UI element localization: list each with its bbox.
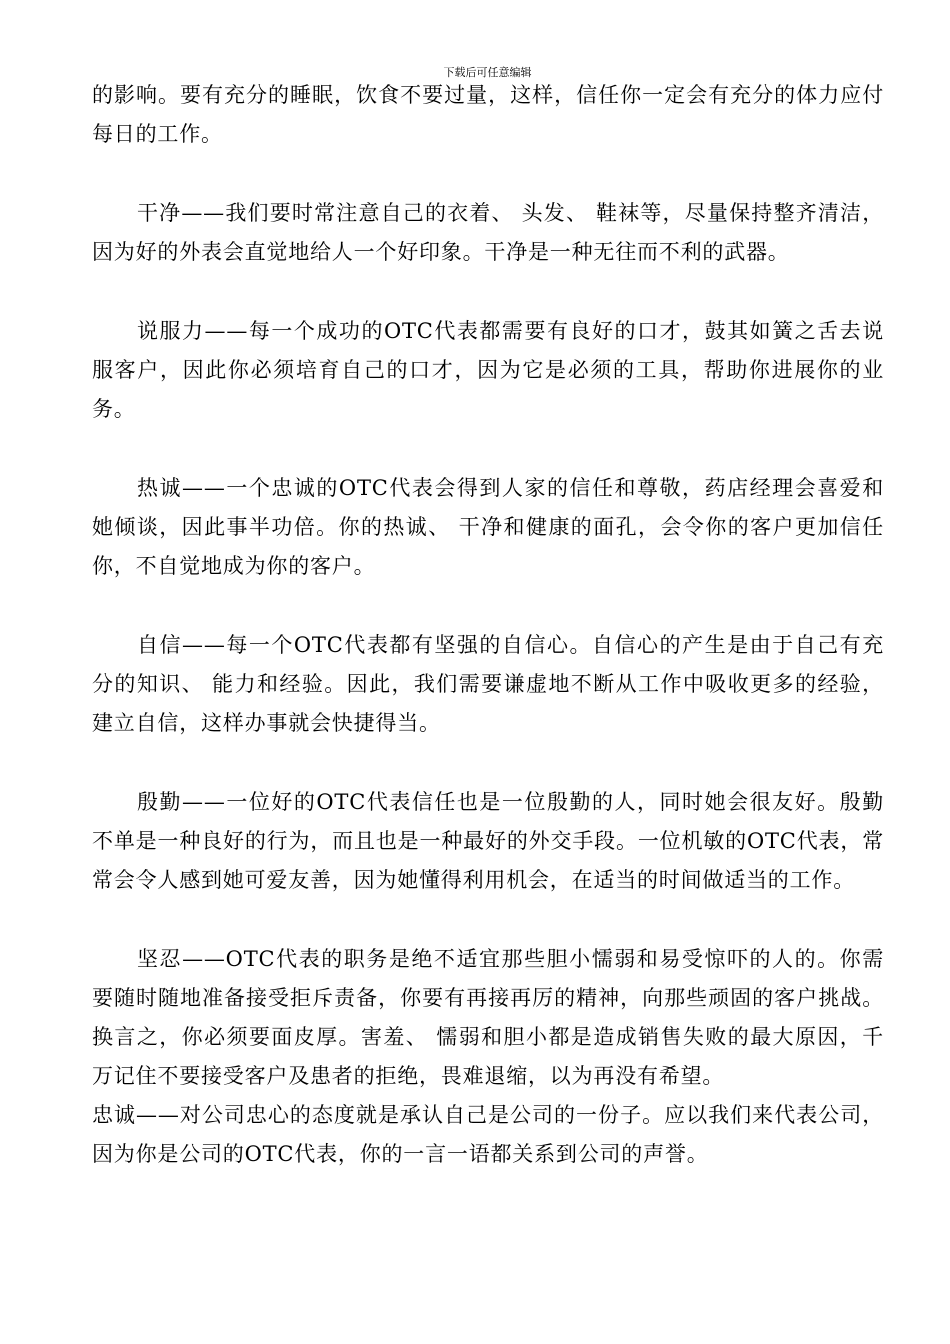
paragraph-cleanliness: 干净——我们要时常注意自己的衣着、 头发、 鞋袜等，尽量保持整齐清洁，因为好的外表会直觉地给人一个好印象。干净是一种无往而不利的武器。 — [92, 201, 884, 264]
page-header: 下载后可任意编辑 — [443, 66, 532, 79]
paragraph-perseverance: 坚忍——OTC代表的职务是绝不适宜那些胆小懦弱和易受惊吓的人的。你需要随时随地准备接受拒斥责备，你要有再接再厉的精神，向那些顽固的客户挑战。换言之，你必须要面皮厚。害羞、 懦弱和胆小都是造成销售失败的最大原因，千万记住不要接受客户及患者的拒绝，畏难退缩，以为再没有希望。 — [92, 947, 884, 1088]
paragraph-enthusiasm: 热诚——一个忠诚的OTC代表会得到人家的信任和尊敬，药店经理会喜爱和她倾谈，因此事半功倍。你的热诚、 干净和健康的面孔，会令你的客户更加信任你，不自觉地成为你的客户。 — [92, 476, 884, 578]
paragraph-persuasion: 说服力——每一个成功的OTC代表都需要有良好的口才，鼓其如簧之舌去说服客户，因此你必须培育自己的口才，因为它是必须的工具，帮助你进展你的业务。 — [92, 319, 884, 421]
paragraph-confidence: 自信——每一个OTC代表都有坚强的自信心。自信心的产生是由于自己有充分的知识、 能力和经验。因此，我们需要谦虚地不断从工作中吸收更多的经验，建立自信，这样办事就会快捷得当。 — [92, 633, 884, 735]
paragraph-health-continued: 的影响。要有充分的睡眠，饮食不要过量，这样，信任你一定会有充分的体力应付每日的工作。 — [92, 83, 884, 146]
paragraph-courtesy: 殷勤——一位好的OTC代表信任也是一位殷勤的人，同时她会很友好。殷勤不单是一种良好的行为，而且也是一种最好的外交手段。一位机敏的OTC代表，常常会令人感到她可爱友善，因为她懂得利用机会，在适当的时间做适当的工作。 — [92, 790, 884, 892]
document-body — [92, 76, 884, 1174]
paragraph-loyalty: 忠诚——对公司忠心的态度就是承认自己是公司的一份子。应以我们来代表公司，因为你是公司的OTC代表，你的一言一语都关系到公司的声誉。 — [92, 1103, 884, 1166]
